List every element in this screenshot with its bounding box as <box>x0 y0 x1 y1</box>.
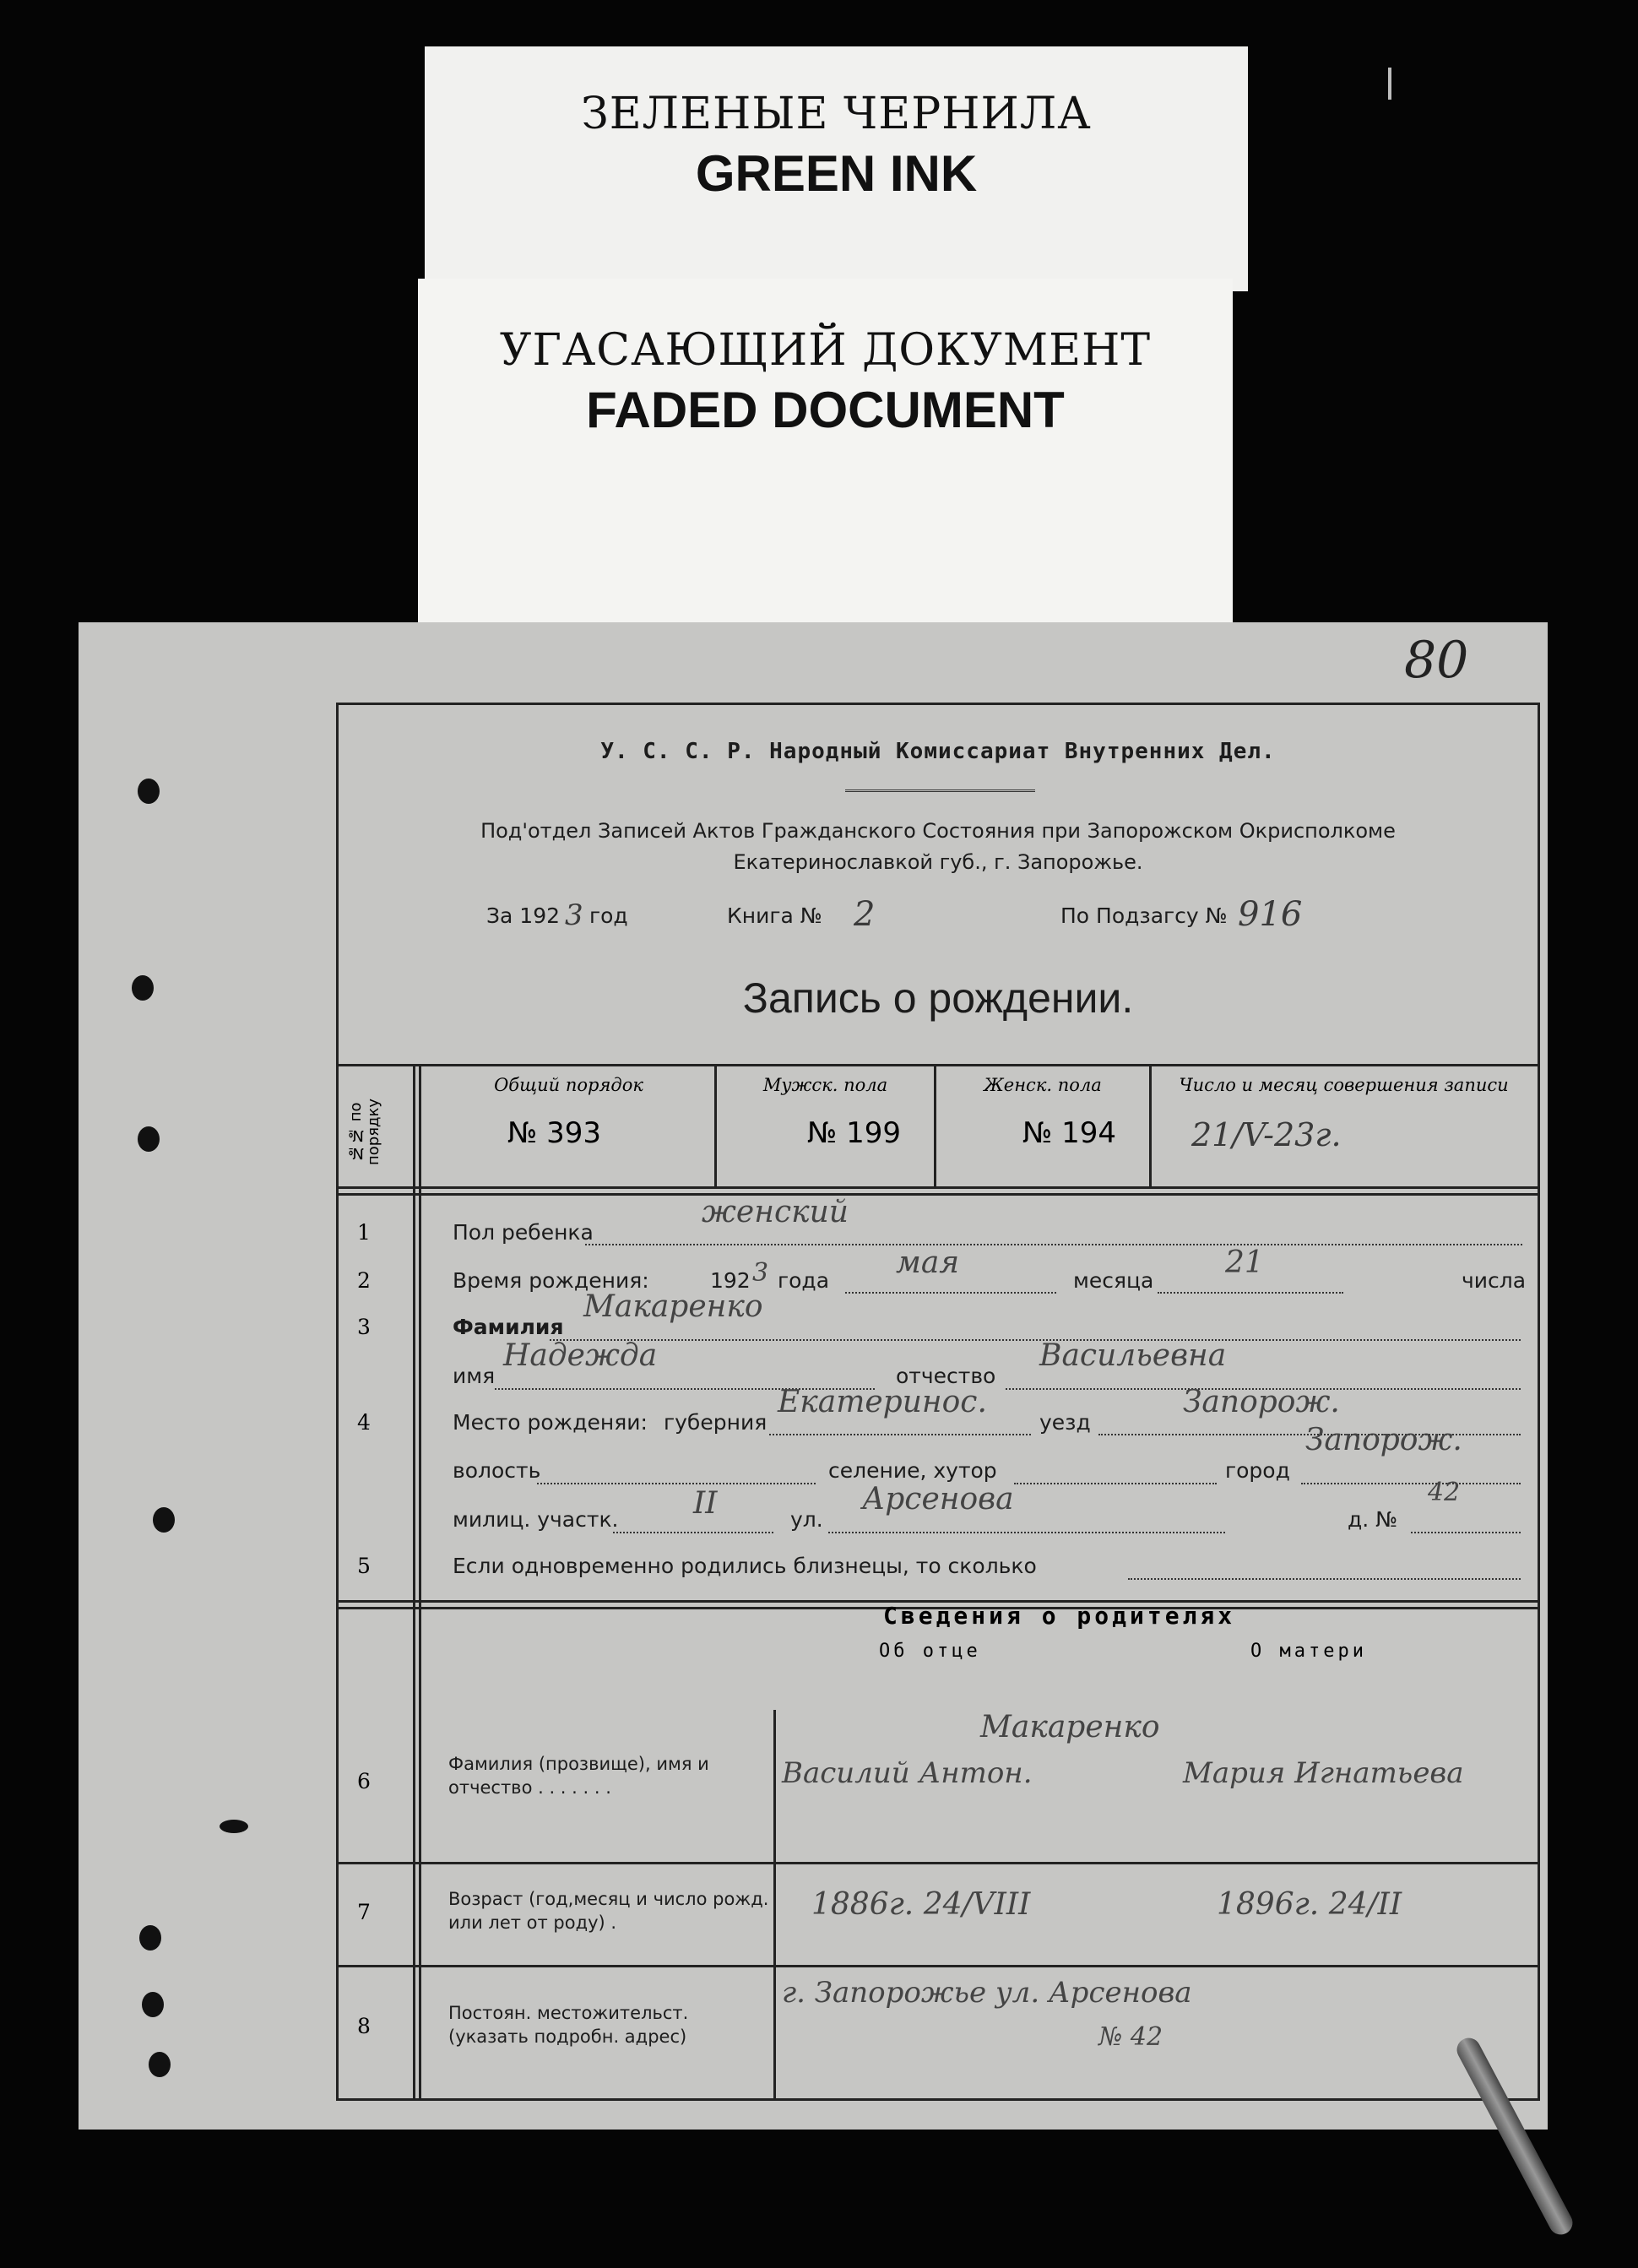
father-column: Об отце <box>879 1641 981 1662</box>
city-value: Запорож. <box>1305 1423 1462 1457</box>
province-label: губерния <box>664 1410 767 1435</box>
twins-label: Если одновременно родились близнецы, то сколько <box>453 1554 1037 1578</box>
birth-year-value: 3 <box>752 1258 769 1288</box>
name-value: Надежда <box>503 1338 658 1373</box>
fill-line <box>1301 1482 1521 1484</box>
row-number: 4 <box>357 1410 371 1435</box>
surname-label: Фамилия <box>453 1315 564 1339</box>
village-label: селение, хутор <box>828 1458 997 1483</box>
page-number: 80 <box>1404 631 1469 690</box>
parent-surname-value: Макаренко <box>980 1710 1160 1744</box>
mother-age-value: 1896г. 24/II <box>1217 1887 1402 1922</box>
header-location: Екатеринославкой губ., г. Запорожье. <box>733 850 1143 874</box>
mother-name-value: Мария Игнатьева <box>1183 1756 1464 1790</box>
row-number: 8 <box>357 2014 371 2038</box>
district-label: уезд <box>1039 1410 1091 1435</box>
birth-day-label: числа <box>1462 1268 1527 1293</box>
year-label: За 192 <box>486 903 561 928</box>
fill-line <box>1158 1291 1343 1294</box>
father-age-value: 1886г. 24/VIII <box>811 1887 1031 1922</box>
fill-line <box>550 1338 1521 1341</box>
street-label: ул. <box>790 1507 823 1532</box>
faded-document-en: FADED DOCUMENT <box>586 382 1065 438</box>
militia-value: II <box>693 1486 718 1521</box>
faded-document-label-card <box>418 279 1233 633</box>
father-name-value: Василий Антон. <box>782 1756 1033 1790</box>
volost-label: волость <box>453 1458 541 1483</box>
parents-header: Сведения о родителях <box>883 1602 1236 1630</box>
table-rule <box>413 1064 415 2098</box>
district-value: Запорож. <box>1183 1385 1340 1419</box>
binding-hole <box>149 2052 171 2077</box>
name-label: имя <box>453 1364 496 1388</box>
row-number: 5 <box>357 1554 371 1578</box>
fill-line <box>537 1482 816 1484</box>
binding-hole <box>132 975 154 1001</box>
row-number: 1 <box>357 1220 371 1245</box>
binding-hole <box>139 1925 161 1951</box>
book-label: Книга № <box>727 903 822 928</box>
mother-column: О матери <box>1250 1641 1367 1662</box>
binding-hole <box>220 1820 248 1833</box>
table-rule <box>773 1710 776 2098</box>
birth-day-value: 21 <box>1225 1245 1264 1280</box>
row-number: 3 <box>357 1315 371 1339</box>
binding-hole <box>138 779 160 804</box>
male-number: № 199 <box>807 1116 902 1150</box>
table-rule <box>339 1064 1538 1066</box>
column-date: Число и месяц совершения записи <box>1179 1075 1509 1095</box>
parent-address-number: № 42 <box>1098 2022 1163 2052</box>
fill-line <box>585 1243 1522 1245</box>
fill-line <box>828 1531 1225 1533</box>
scratch-mark <box>1388 68 1391 100</box>
binding-hole <box>153 1507 175 1533</box>
fill-line <box>845 1291 1056 1294</box>
subzags-label: По Подзагсу № <box>1060 903 1228 928</box>
table-rule <box>339 1193 1538 1196</box>
patronymic-value: Васильевна <box>1039 1338 1227 1373</box>
subzags-handwritten: 916 <box>1238 895 1303 934</box>
year-handwritten: 3 <box>565 898 583 932</box>
green-ink-label-card <box>425 46 1248 291</box>
column-general: Общий порядок <box>494 1075 643 1095</box>
header-department: Под'отдел Записей Актов Гражданского Состояния при Запорожском Окрисполкоме <box>480 819 1396 843</box>
table-rule <box>339 1862 1538 1864</box>
year-suffix: год <box>589 903 628 928</box>
table-rule <box>419 1064 421 2098</box>
green-ink-ru: ЗЕЛЕНЫЕ ЧЕРНИЛА <box>581 89 1092 139</box>
birth-year-suffix: года <box>778 1268 830 1293</box>
province-value: Екатеринос. <box>778 1385 987 1419</box>
city-label: город <box>1225 1458 1290 1483</box>
binding-hole <box>142 1992 164 2017</box>
green-ink-en: GREEN INK <box>695 145 978 202</box>
form-frame <box>336 703 1540 2101</box>
book-handwritten: 2 <box>854 895 876 934</box>
militia-label: милиц. участк. <box>453 1507 619 1532</box>
column-male: Мужск. пола <box>762 1075 888 1095</box>
row-number: 7 <box>357 1900 371 1924</box>
table-rule <box>339 1186 1538 1189</box>
fill-line <box>613 1531 773 1533</box>
header-ussr: У. С. С. Р. Народный Комиссариат Внутренних Дел. <box>600 739 1276 764</box>
child-sex-value: женский <box>702 1195 849 1229</box>
fill-line <box>1411 1531 1521 1533</box>
fill-line <box>769 1433 1031 1435</box>
row-number-header: №№ по порядку <box>347 1099 382 1166</box>
parent-address-value: г. Запорожье ул. Арсенова <box>782 1976 1192 2010</box>
binding-hole <box>138 1126 160 1152</box>
birth-time-label: Время рождения: <box>453 1268 649 1293</box>
parent-name-label: Фамилия (прозвище), имя и отчество . . . . . . . <box>448 1754 709 1798</box>
fill-line <box>1014 1482 1217 1484</box>
house-label: д. № <box>1348 1507 1398 1532</box>
general-number: № 393 <box>507 1116 602 1150</box>
birth-month-value: мая <box>896 1245 960 1280</box>
parent-age-label: Возраст (год,месяц и число рожд. или лет от роду) . <box>448 1889 769 1933</box>
birth-month-label: месяца <box>1073 1268 1154 1293</box>
form-title: Запись о рождении. <box>742 974 1134 1022</box>
birthplace-label: Место рожденяи: <box>453 1410 648 1435</box>
row-number: 6 <box>357 1769 371 1793</box>
child-sex-label: Пол ребенка <box>453 1220 594 1245</box>
record-date: 21/V-23г. <box>1191 1116 1342 1153</box>
table-rule <box>339 1965 1538 1967</box>
faded-document-ru: УГАСАЮЩИЙ ДОКУМЕНТ <box>499 325 1152 376</box>
parent-address-label: Постоян. местожительст. (указать подробн. адрес) <box>448 2003 689 2047</box>
surname-value: Макаренко <box>583 1289 763 1324</box>
register-line <box>339 895 1538 937</box>
patronymic-label: отчество <box>896 1364 996 1388</box>
female-number: № 194 <box>1022 1116 1117 1150</box>
birth-record-form <box>79 622 1548 2130</box>
house-value: 42 <box>1428 1478 1461 1507</box>
header-divider <box>845 789 1035 795</box>
fill-line <box>1128 1577 1521 1580</box>
birth-year-prefix: 192 <box>710 1268 751 1293</box>
column-female: Женск. пола <box>984 1075 1102 1095</box>
street-value: Арсенова <box>862 1482 1014 1517</box>
row-number: 2 <box>357 1268 371 1293</box>
